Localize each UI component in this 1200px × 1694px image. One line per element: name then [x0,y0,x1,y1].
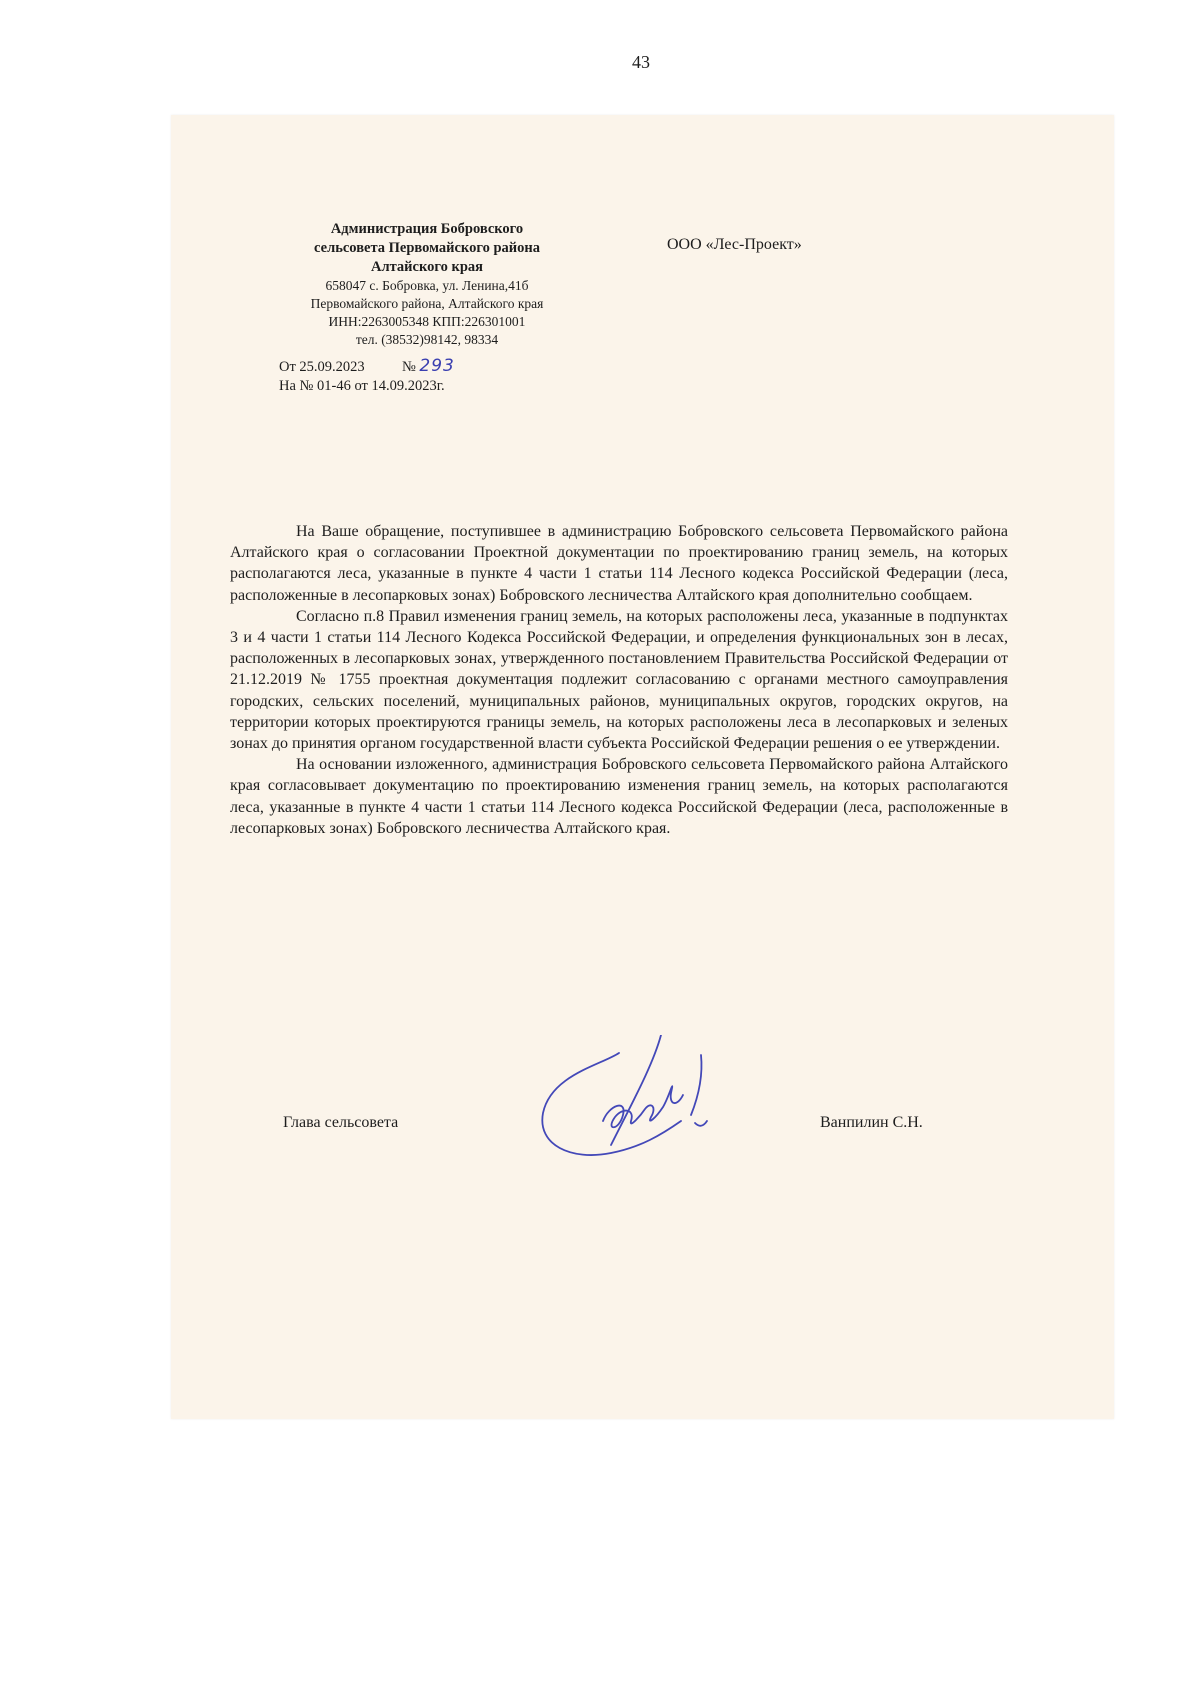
registration-number-handwritten: 293 [419,356,455,376]
sender-org-line: Алтайского края [371,259,483,275]
signatory-name: Ванпилин С.Н. [820,1114,923,1131]
registration-block [279,357,455,396]
signatory-title: Глава сельсовета [283,1114,399,1131]
recipient: ООО «Лес-Проект» [667,236,802,253]
handwritten-signature [531,1035,731,1175]
letter-body [230,521,1008,839]
sender-block [267,220,587,349]
sender-address-line: 658047 с. Бобровка, ул. Ленина,41б [325,278,529,293]
registration-date: От 25.09.2023 [279,359,365,375]
reply-reference: На № 01-46 от 14.09.2023г. [279,378,445,394]
registration-number-label: № [401,359,416,375]
scanned-letter [171,115,1114,1419]
page-number: 43 [632,52,650,72]
sender-address-line: Первомайского района, Алтайского края [310,296,544,311]
body-paragraph: Согласно п.8 Правил изменения границ земель, на которых расположены леса, указанные в подпунктах 3 и 4 части 1 статьи 114 Лесного Кодекса Российской Федерации, и определения функциональных зон в лесах, расположенных в лесопарковых зонах, утвержденного постановлением Правительства Российской Федерации от 21.12.2019 № 1755 проектная документация подлежит согласованию с органами местного самоуправления городских, сельских поселений, муниципальных районов, муниципальных округов, городских округов, на территории которых проектируются границы земель, на которых расположены леса в лесопарковых и зеленых зонах до принятия органом государственной власти субъекта Российской Федерации решения о ее утверждении. [230,607,1008,753]
sender-address-line: тел. (38532)98142, 98334 [355,332,499,347]
body-paragraph: На основании изложенного, администрация Бобровского сельсовета Первомайского района Алтайского края согласовывает документацию по проектированию изменения границ земель, на которых располагаются леса, указанные в пункте 4 части 1 статьи 114 Лесного кодекса Российской Федерации (леса, расположенные в лесопарковых зонах) Бобровского лесничества Алтайского края. [230,756,1008,837]
sender-address-line: ИНН:2263005348 КПП:226301001 [328,314,526,329]
sender-org-line: сельсовета Первомайского района [314,240,540,256]
sender-org-line: Администрация Бобровского [330,221,524,237]
registration-line [279,357,455,377]
body-paragraph: На Ваше обращение, поступившее в администрацию Бобровского сельсовета Первомайского района Алтайского края о согласовании Проектной документации по проектированию границ земель, на которых располагаются леса, указанные в пункте 4 части 1 статьи 114 Лесного кодекса Российской Федерации (леса, расположенные в лесопарковых зонах) Бобровского лесничества Алтайского края дополнительно сообщаем. [230,523,1008,604]
